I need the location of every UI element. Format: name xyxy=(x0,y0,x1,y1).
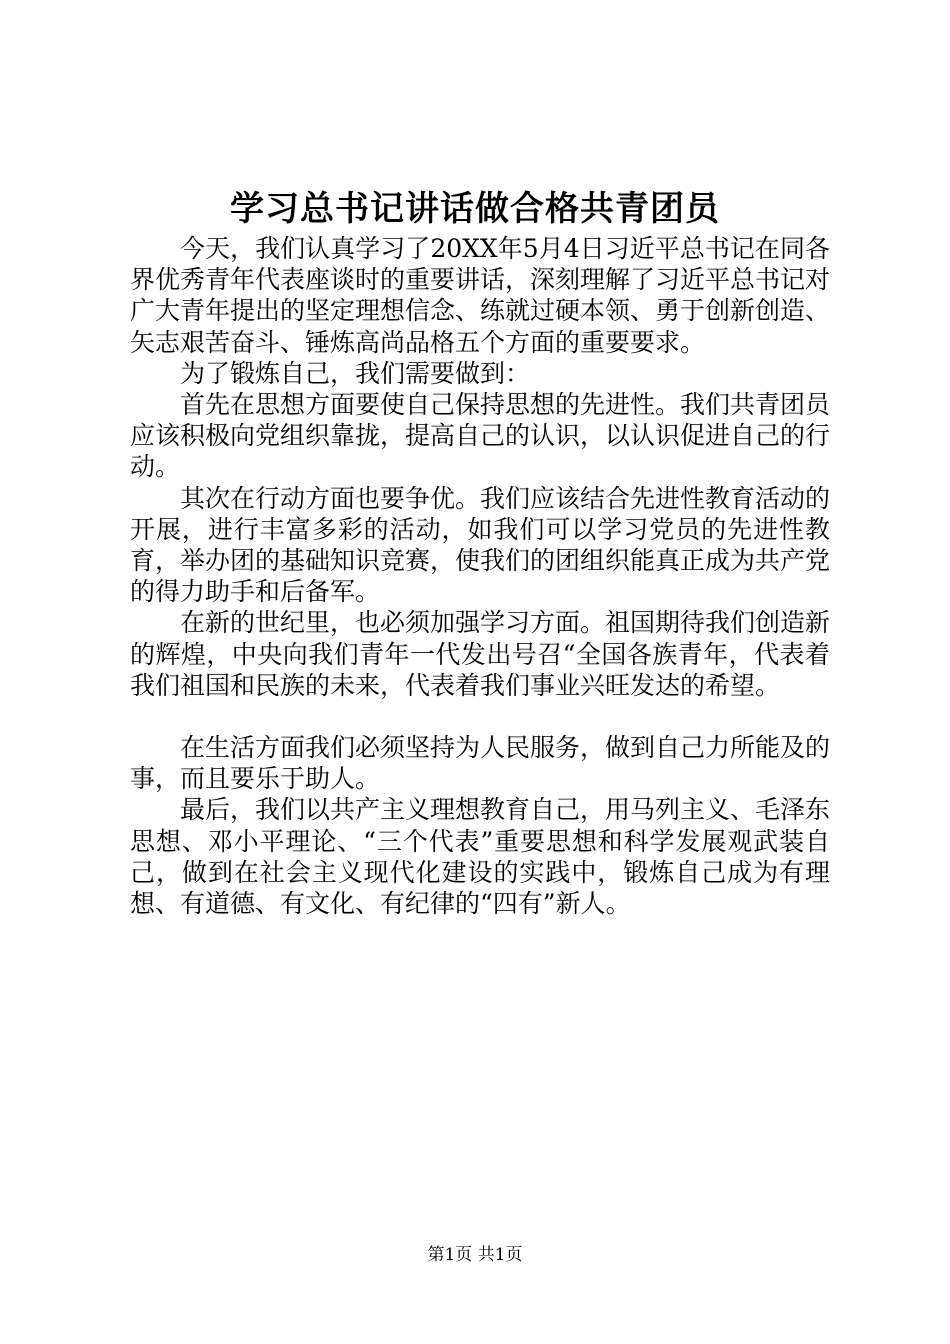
paragraph-lead-in: 为了锻炼自己，我们需要做到： xyxy=(180,358,531,388)
paragraph-study: 在新的世纪里，也必须加强学习方面。祖国期待我们创造新的辉煌，中央向我们青年一代发出号召“全国各族青年，代表着我们祖国和民族的未来，代表着我们事业兴旺发达的希望。 xyxy=(130,608,831,700)
paragraph-life: 在生活方面我们必须坚持为人民服务，做到自己力所能及的事，而且要乐于助人。 xyxy=(130,733,831,794)
paragraph-spacer xyxy=(130,701,830,732)
paragraph-thought: 首先在思想方面要使自己保持思想的先进性。我们共青团员应该积极向党组织靠拢，提高自己的认识，以认识促进自己的行动。 xyxy=(130,390,831,482)
paragraph-action: 其次在行动方面也要争优。我们应该结合先进性教育活动的开展，进行丰富多彩的活动，如我们可以学习党员的先进性教育，举办团的基础知识竞赛，使我们的团组织能真正成为共产党的得力助手和后备军。 xyxy=(130,483,831,607)
page-footer: 第1页 共1页 xyxy=(427,1245,523,1265)
paragraph-conclusion: 最后，我们以共产主义理想教育自己，用马列主义、毛泽东思想、邓小平理论、“三个代表”重要思想和科学发展观武装自己，做到在社会主义现代化建设的实践中，锻炼自己成为有理想、有道德、有文化、有纪律的“四有”新人。 xyxy=(130,795,831,919)
document-title: 学习总书记讲话做合格共青团员 xyxy=(230,189,720,229)
paragraph-intro: 今天，我们认真学习了20XX年5月4日习近平总书记在同各界优秀青年代表座谈时的重要讲话，深刻理解了习近平总书记对广大青年提出的坚定理想信念、练就过硬本领、勇于创新创造、矢志艰苦奋斗、锤炼高尚品格五个方面的重要要求。 xyxy=(130,234,831,357)
document-body xyxy=(130,233,830,919)
